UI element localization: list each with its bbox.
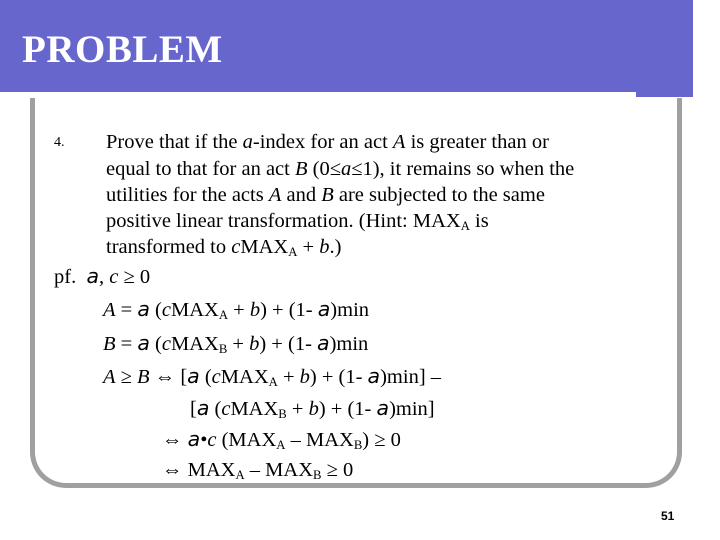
slide-title: PROBLEM — [22, 28, 223, 71]
proof-line-1: pf. a, c ≥ 0 — [54, 264, 151, 288]
proof-line-4: A ≥ B ⇔ [a (cMAX$_A$ + b) + (1- a)min] – — [103, 364, 442, 390]
problem-line-1: Prove that if the a-index for an act A is greater than or — [106, 131, 549, 153]
proof-line-2: A = a (cMAX$_A$ + b) + (1- a)min — [103, 297, 370, 323]
problem-line-5: transformed to cMAX$_A$ + b.) — [106, 236, 342, 260]
problem-line-2: equal to that for an act B (0≤a≤1), it remains so when the — [106, 158, 575, 180]
proof-line-7: ⇔ $MAX_A - MAX_B \ge 0$ — [162, 459, 354, 483]
problem-line-3: utilities for the acts A and B are subjected to the same — [106, 184, 545, 206]
proof-line-5: [a (cMAX$_B$ + b) + (1- a)min] — [190, 396, 435, 422]
page-number: 51 — [661, 509, 675, 523]
problem-line-4: positive linear transformation. (Hint: $MAX_A$ is — [106, 210, 489, 234]
proof-line-3: B = a (cMAX$_B$ + b) + (1- a)min — [103, 331, 369, 357]
problem-number: 4. — [54, 135, 65, 150]
proof-line-6: ⇔ a•c $(MAX_A - MAX_B) \ge 0$ — [162, 427, 401, 453]
